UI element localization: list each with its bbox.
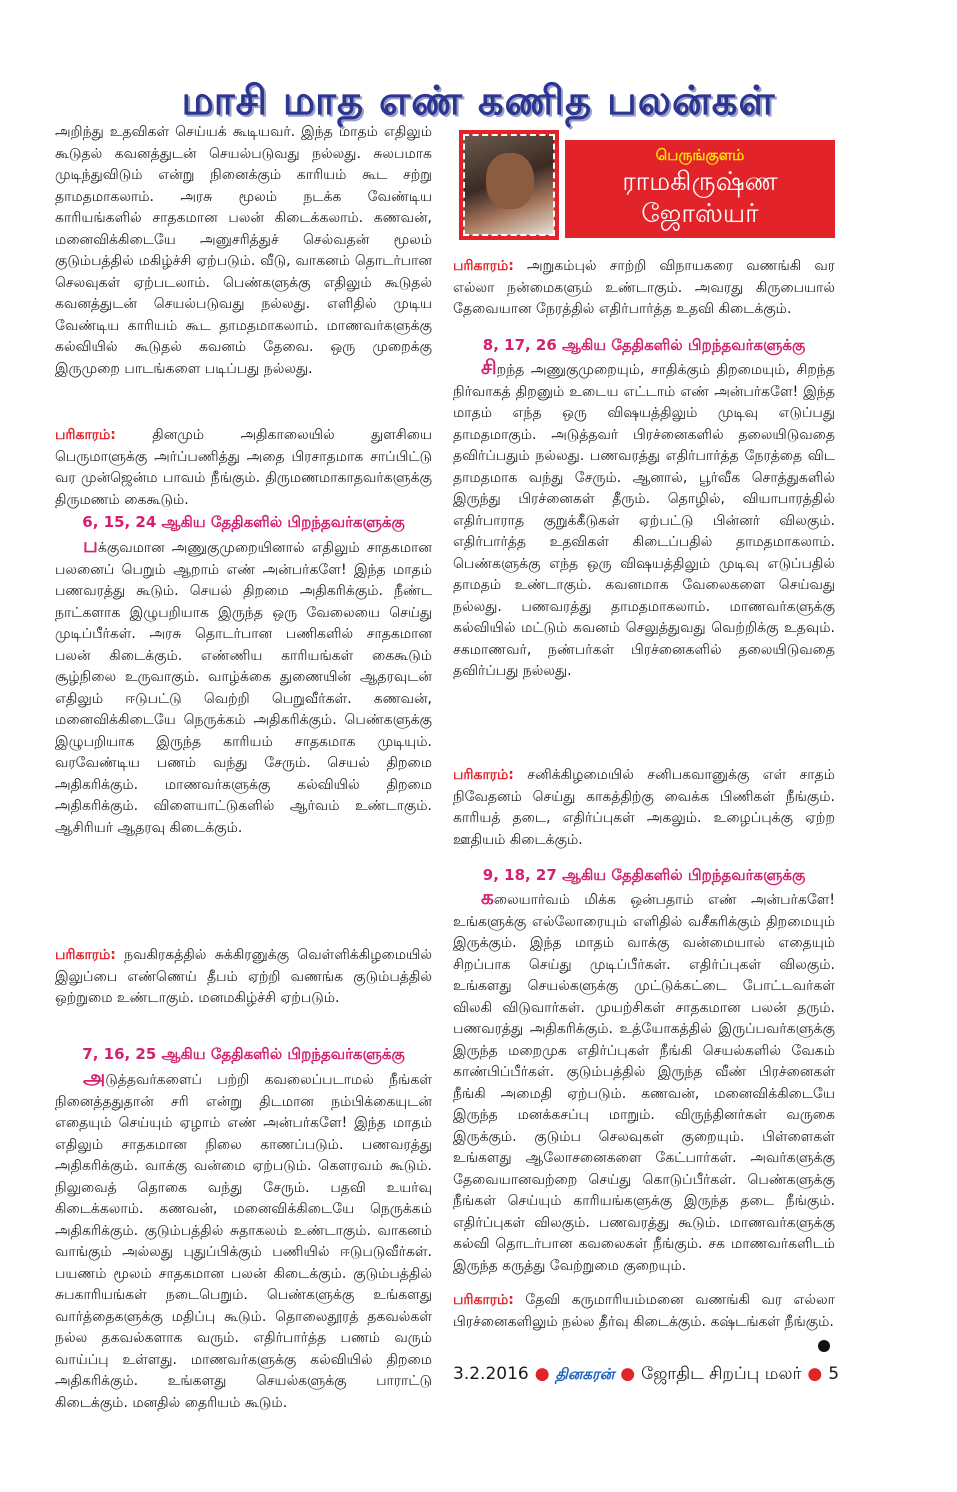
page-number: 5 [828,1364,840,1384]
body-text: க்குவமான அணுகுமுறையினால் எதிலும் சாதகமான பலனைப் பெறும் ஆறாம் எண் அன்பர்களே! இந்த மாதம் பணவரத்து கூடும். செயல் திறமை அதிகரிக்கும். நீண்ட நாட்களாக இழுபறியாக இருந்த ஒரு வேலையை செய்து முடிப்பீர்கள். அரசு தொடர்பான பணிகளில் சாதகமான பலன் கிடைக்கும். எண்ணிய காரியங்கள் கைகூடும் சூழ்நிலை உருவாகும். வாழ்க்கை துணையின் ஆதரவுடன் எதிலும் ஈடுபட்டு வெற்றி பெறுவீர்கள். கணவன், மனைவிக்கிடையே நெருக்கம் அதிகரிக்கும். பெண்களுக்கு இழுபறியாக இருந்த காரியம் சாதகமாக முடியும். வரவேண்டிய பணம் வந்து சேரும். செயல் திறமை அதிகரிக்கும். மாணவர்களுக்கு கல்வியில் திறமை அதிகரிக்கும். விளையாட்டுகளில் ஆர்வம் உண்டாகும். ஆசிரியர் ஆதரவு கிடைக்கும். [55,540,432,836]
section-body-9 [453,887,835,1277]
drop-cap: அ [83,1065,106,1089]
section-body-8 [453,357,835,683]
section-body-6 [55,535,432,839]
parikaram-paragraph [453,1290,835,1333]
parikaram-text: தினமும் அதிகாலையில் துளசியை பெருமாளுக்கு அர்ப்பணித்து அதை பிரசாதமாக சாப்பிட்டு வர முன்ஜென்ம பாவம் நீங்கும். திருமணமாகாதவர்களுக்கு திருமணம் கைகூடும். [55,427,432,508]
author-place: பெருங்குளம் [655,146,745,164]
author-name-line2: ஜோஸ்யர் [641,199,759,229]
parikaram-label: பரிகாரம்: [453,767,514,783]
footer-section: ஜோதிட சிறப்பு மலர் [641,1364,802,1384]
body-text: டுத்தவர்களைப் பற்றி கவலைப்படாமல் நீங்கள் நினைத்ததுதான் சரி என்று திடமான நம்பிக்கையுடன் எதையும் செய்யும் ஏழாம் எண் அன்பர்களே! இந்த மாதம் எதிலும் சாதகமான நிலை காணப்படும். பணவரத்து அதிகரிக்கும். வாக்கு வன்மை ஏற்படும். கௌரவம் கூடும். நிலுவைத் தொகை வந்து சேரும். பதவி உயர்வு கிடைக்கலாம். கணவன், மனைவிக்கிடையே நெருக்கம் அதிகரிக்கும். குடும்பத்தில் சுதாகலம் உண்டாகும். வாகனம் வாங்கும் அல்லது புதுப்பிக்கும் பணியில் ஈடுபடுவீர்கள். பயணம் மூலம் சாதகமான பலன் கிடைக்கும். குடும்பத்தில் சுபகாரியங்கள் நடைபெறும். பெண்களுக்கு உங்களது வார்த்தைகளுக்கு மதிப்பு கூடும். தொலைதூரத் தகவல்கள் நல்ல தகவல்களாக வரும். எதிர்பார்த்த பணம் வரும் வாய்ப்பு உள்ளது. மாணவர்களுக்கு கல்வியில் திறமை அதிகரிக்கும். உங்களது செயல்களுக்கு பாராட்டு கிடைக்கும். மனதில் தைரியம் கூடும். [55,1072,432,1411]
section-heading-6: 6, 15, 24 ஆகிய தேதிகளில் பிறந்தவர்களுக்கு [82,513,405,531]
parikaram-paragraph [55,425,432,511]
parikaram-paragraph [453,765,835,851]
author-name-line1: ராமகிருஷ்ண [622,167,778,197]
bullet-icon: ● [620,1364,636,1384]
parikaram-text: தேவி கருமாரியம்மனை வணங்கி வர எல்லா பிரச்னைகளிலும் நல்ல தீர்வு கிடைக்கும். கஷ்டங்கள் நீங்கும். [453,1292,835,1330]
parikaram-text: அறுகம்புல் சாற்றி விநாயகரை வணங்கி வர எல்லா நன்மைகளும் உண்டாகும். அவரது கிருபையால் தேவையான நேரத்தில் எதிர்பார்த்த உதவி கிடைக்கும். [453,258,835,317]
bullet-icon: ● [807,1364,823,1384]
author-photo [459,130,559,240]
drop-cap: க [481,885,494,909]
intro-paragraph: அறிந்து உதவிகள் செய்யக் கூடியவர். இந்த மாதம் எதிலும் கூடுதல் கவனத்துடன் செயல்படுவது நல்லது. சுலபமாக முடிந்துவிடும் என்று நினைக்கும் காரியம் கூட சற்று தாமதமாகலாம். அரசு மூலம் நடக்க வேண்டிய காரியங்களில் சாதகமான பலன் கிடைக்கலாம். கணவன், மனைவிக்கிடையே அனுசரித்துச் செல்வதன் மூலம் குடும்பத்தில் மகிழ்ச்சி ஏற்படும். வீடு, வாகனம் தொடர்பான செலவுகள் ஏற்படலாம். பெண்களுக்கு எதிலும் கூடுதல் கவனத்துடன் செயல்படுவது நல்லது. எளிதில் முடிய வேண்டிய காரியம் கூட தாமதமாகலாம். மாணவர்களுக்கு கல்வியில் கூடுதல் கவனம் தேவை. ஒரு முறைக்கு இருமுறை பாடங்களை படிப்பது நல்லது. [55,124,432,377]
page-footer [453,1364,839,1386]
parikaram-paragraph [55,945,432,1010]
parikaram-text: சனிக்கிழமையில் சனிபகவானுக்கு எள் சாதம் நிவேதனம் செய்து காகத்திற்கு வைக்க பிணிகள் நீங்கும். காரியத் தடை, எதிர்ப்புகள் அகலும். உழைப்புக்கு ஏற்ற ஊதியம் கிடைக்கும். [453,767,835,848]
parikaram-label: பரிகாரம்: [453,1292,514,1308]
parikaram-label: பரிகாரம்: [55,427,116,443]
section-heading-7: 7, 16, 25 ஆகிய தேதிகளில் பிறந்தவர்களுக்கு [82,1045,405,1063]
section-heading-9: 9, 18, 27 ஆகிய தேதிகளில் பிறந்தவர்களுக்கு [482,866,806,884]
parikaram-label: பரிகாரம்: [55,947,116,963]
section-heading-8: 8, 17, 26 ஆகிய தேதிகளில் பிறந்தவர்களுக்கு [482,336,806,354]
end-mark-icon [818,1340,830,1352]
bullet-icon: ● [534,1364,550,1384]
footer-date: 3.2.2016 [453,1364,529,1384]
drop-cap: சி [481,355,497,379]
body-text: றந்த அணுகுமுறையும், சாதிக்கும் திறமையும், சிறந்த நிர்வாகத் திறனும் உடைய எட்டாம் எண் அன்பர்களே! இந்த மாதம் எந்த ஒரு விஷயத்திலும் முடிவு எடுப்பது தாமதமாகும். அடுத்தவர் பிரச்னைகளில் தலையிடுவதை தவிர்ப்பதும் நல்லது. பணவரத்து எதிர்பார்த்த நேரத்தை விட தாமதமாக வந்து சேரும். ஆனால், பூர்வீக சொத்துகளில் இருந்து பிரச்னைகள் தீரும். தொழில், வியாபாரத்தில் எதிர்பாராத குறுக்கீடுகள் ஏற்பட்டு பின்னர் விலகும். எதிர்பார்த்த உதவிகள் கிடைப்பதில் தாமதமாகலாம். பெண்களுக்கு எந்த ஒரு விஷயத்திலும் முடிவு எடுப்பதில் தாமதம் உண்டாகும். கவனமாக வேலைகளை செய்வது நல்லது. பணவரத்து தாமதமாகலாம். மாணவர்களுக்கு கல்வியில் மட்டும் கவனம் செலுத்துவது வெற்றிக்கு உதவும். சகமாணவர், நண்பர்கள் பிரச்னைகளில் தலையிடுவதை தவிர்ப்பது நல்லது. [453,362,835,679]
parikaram-text: நவகிரகத்தில் சுக்கிரனுக்கு வெள்ளிக்கிழமையில் இலுப்பை எண்ணெய் தீபம் ஏற்றி வணங்க குடும்பத்தில் ஒற்றுமை உண்டாகும். மனமகிழ்ச்சி ஏற்படும். [55,947,432,1006]
author-header [453,130,835,242]
parikaram-paragraph [453,256,835,321]
drop-cap: ப [83,533,98,557]
page-title: மாசி மாத எண் கணித பலன்கள் [181,78,776,124]
body-text: லையார்வம் மிக்க ஒன்பதாம் எண் அன்பர்களே! உங்களுக்கு எல்லோரையும் எளிதில் வசீகரிக்கும் திறமையும் இருக்கும். இந்த மாதம் வாக்கு வன்மையால் எதையும் சிறப்பாக செய்து முடிப்பீர்கள். எதிர்ப்புகள் விலகும். உங்களது செயல்களுக்கு முட்டுக்கட்டை போட்டவர்கள் விலகி விடுவார்கள். முயற்சிகள் சாதகமான பலன் தரும். பணவரத்து அதிகரிக்கும். உத்யோகத்தில் இருப்பவர்களுக்கு இருந்த மறைமுக எதிர்ப்புகள் நீங்கி செயல்களில் வேகம் காண்பிப்பீர்கள். குடும்பத்தில் இருந்த வீண் பிரச்னைகள் நீங்கி அமைதி ஏற்படும். கணவன், மனைவிக்கிடையே இருந்த மனக்கசப்பு மாறும். விருந்தினர்கள் வருகை இருக்கும். குடும்ப செலவுகள் குறையும். பிள்ளைகள் உங்களது ஆலோசனைகளை கேட்பார்கள். அவர்களுக்கு தேவையானவற்றை செய்து கொடுப்பீர்கள். பெண்களுக்கு நீங்கள் செய்யும் காரியங்களுக்கு இருந்த தடை நீங்கும். எதிர்ப்புகள் விலகும். பணவரத்து கூடும். மாணவர்களுக்கு கல்வி தொடர்பான கவலைகள் நீங்கும். சக மாணவர்களிடம் இருந்த கருத்து வேற்றுமை குறையும். [453,892,835,1274]
parikaram-label: பரிகாரம்: [453,258,514,274]
author-banner [565,140,835,238]
section-body-7 [55,1067,432,1414]
footer-brand-logo: தினகரன் [555,1365,615,1383]
